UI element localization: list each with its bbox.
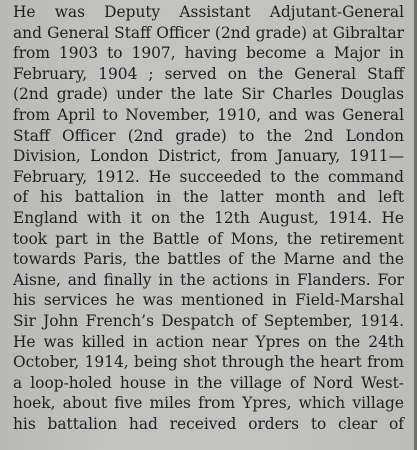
text-line: his battalion had received orders to clear of	[13, 414, 404, 433]
text-line: February, 1912. He succeeded to the command	[13, 167, 404, 186]
body-text	[13, 2, 404, 434]
text-line: hoek, about five miles from Ypres, which village	[13, 394, 404, 413]
text-line: (2nd grade) under the late Sir Charles Douglas	[13, 85, 404, 104]
text-line: and General Staff Officer (2nd grade) at Gibraltar	[13, 23, 404, 42]
text-line: October, 1914, being shot through the heart from	[13, 353, 404, 372]
text-line: from April to November, 1910, and was General	[13, 105, 404, 124]
text-line: towards Paris, the battles of the Marne and the	[13, 250, 404, 269]
text-line: He was killed in action near Ypres on the 24th	[13, 332, 404, 351]
text-line: took part in the Battle of Mons, the retirement	[13, 229, 404, 248]
text-line: Aisne, and finally in the actions in Flanders. For	[13, 270, 404, 289]
text-line: a loop-holed house in the village of Nord West-	[13, 373, 404, 392]
text-line: He was Deputy Assistant Adjutant-General	[13, 3, 404, 21]
text-line: from 1903 to 1907, having become a Major in	[13, 44, 404, 63]
text-line: England with it on the 12th August, 1914. He	[13, 208, 404, 227]
text-line: his services he was mentioned in Field-Marshal	[13, 291, 404, 310]
text-line: Staff Officer (2nd grade) to the 2nd London	[13, 126, 404, 145]
text-line: Division, London District, from January, 1911—	[13, 147, 404, 166]
text-line: Sir John French’s Despatch of September, 1914.	[13, 311, 404, 330]
text-line: of his battalion in the latter month and left	[13, 188, 404, 207]
text-line: February, 1904 ; served on the General Staff	[13, 64, 404, 83]
